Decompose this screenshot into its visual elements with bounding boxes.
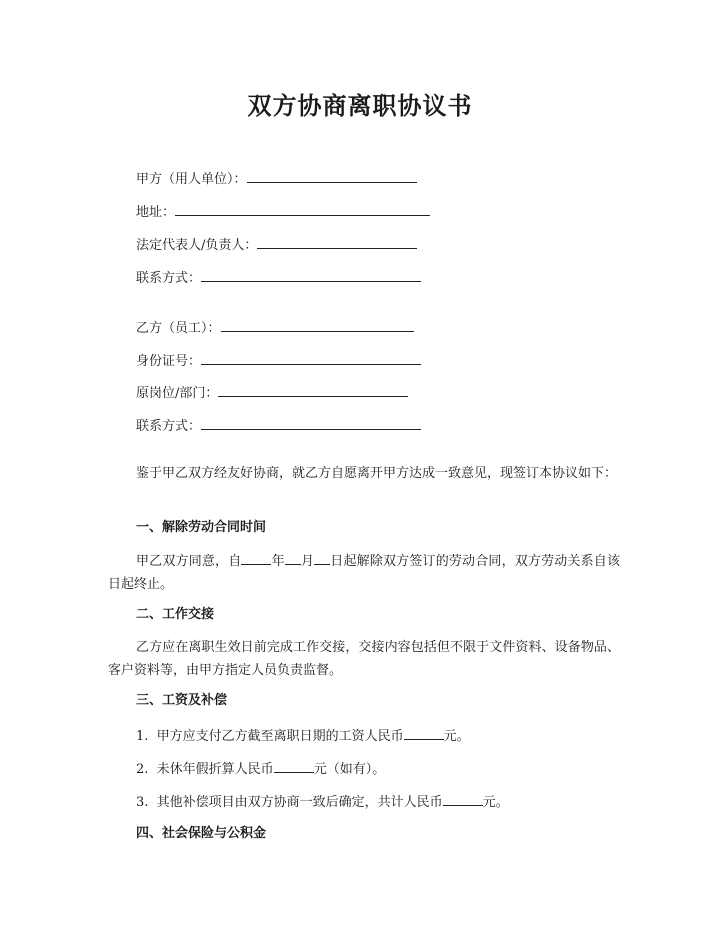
party-b-position-field [136,383,408,403]
item-1-number: 1. [136,729,149,744]
party-b-contact-field [136,416,421,436]
item-3-number: 3. [136,795,149,810]
section-4-heading: 四、社会保险与公积金 [136,826,267,841]
party-a-name-blank[interactable] [247,169,417,183]
party-b-position-label: 原岗位/部门： [136,386,219,401]
intro-paragraph: 鉴于甲乙双方经友好协商，就乙方自愿离开甲方达成一致意见，现签订本协议如下： [136,466,618,481]
year-blank[interactable] [241,551,271,565]
list-item [136,726,470,746]
section-1-year: 年 [271,554,285,569]
party-b-name-label: 乙方（员工）： [136,321,221,336]
party-a-contact-label: 联系方式： [136,271,202,286]
item-2-number: 2. [136,762,149,777]
party-a-name-field [136,169,417,189]
section-1-month: 月 [300,554,315,569]
document-title: 双方协商离职协议书 [247,91,473,120]
party-b-id-field [136,351,421,371]
section-1-paragraph [108,550,620,596]
party-a-rep-label: 法定代表人/负责人： [136,238,258,253]
wage-amount-blank[interactable] [404,726,444,740]
item-1-text: 甲方应支付乙方截至离职日期的工资人民币 [156,729,404,744]
section-2-paragraph: 乙方应在离职生效日前完成工作交接，交接内容包括但不限于文件资料、设备物品、客户资料等，由甲方指定人员负责监督。 [108,640,620,678]
party-b-contact-blank[interactable] [201,416,421,430]
item-2-text: 未休年假折算人民币 [156,762,274,777]
month-blank[interactable] [285,551,301,565]
section-1-heading: 一、解除劳动合同时间 [136,520,267,535]
party-a-name-label: 甲方（用人单位）： [136,172,247,187]
section-1-text-a: 甲乙双方同意，自 [136,554,242,569]
party-b-id-label: 身份证号： [136,354,202,369]
item-3-suffix: 元。 [482,795,509,810]
item-3-text: 其他补偿项目由双方协商一致后确定，共计人民币 [156,795,443,810]
leave-amount-blank[interactable] [274,759,314,773]
list-item [136,792,509,812]
party-a-address-label: 地址： [136,205,176,220]
party-b-id-blank[interactable] [201,351,421,365]
party-a-rep-field [136,235,417,255]
party-b-name-blank[interactable] [221,318,414,332]
other-amount-blank[interactable] [443,792,483,806]
day-blank[interactable] [314,551,330,565]
party-b-name-field [136,318,414,338]
party-a-contact-blank[interactable] [201,268,421,282]
party-b-position-blank[interactable] [218,383,408,397]
list-item [136,759,385,779]
section-2-heading: 二、工作交接 [136,607,215,622]
party-a-address-field [136,202,430,222]
party-a-rep-blank[interactable] [257,235,417,249]
section-3-heading: 三、工资及补偿 [136,693,228,708]
party-a-address-blank[interactable] [175,202,430,216]
party-b-contact-label: 联系方式： [136,419,202,434]
item-2-suffix: 元（如有）。 [313,762,386,777]
section-1-text-b: 日起解除双方签订的劳动合同，双方劳动关系自该日起终止。 [108,554,620,592]
item-1-suffix: 元。 [443,729,470,744]
party-a-contact-field [136,268,421,288]
